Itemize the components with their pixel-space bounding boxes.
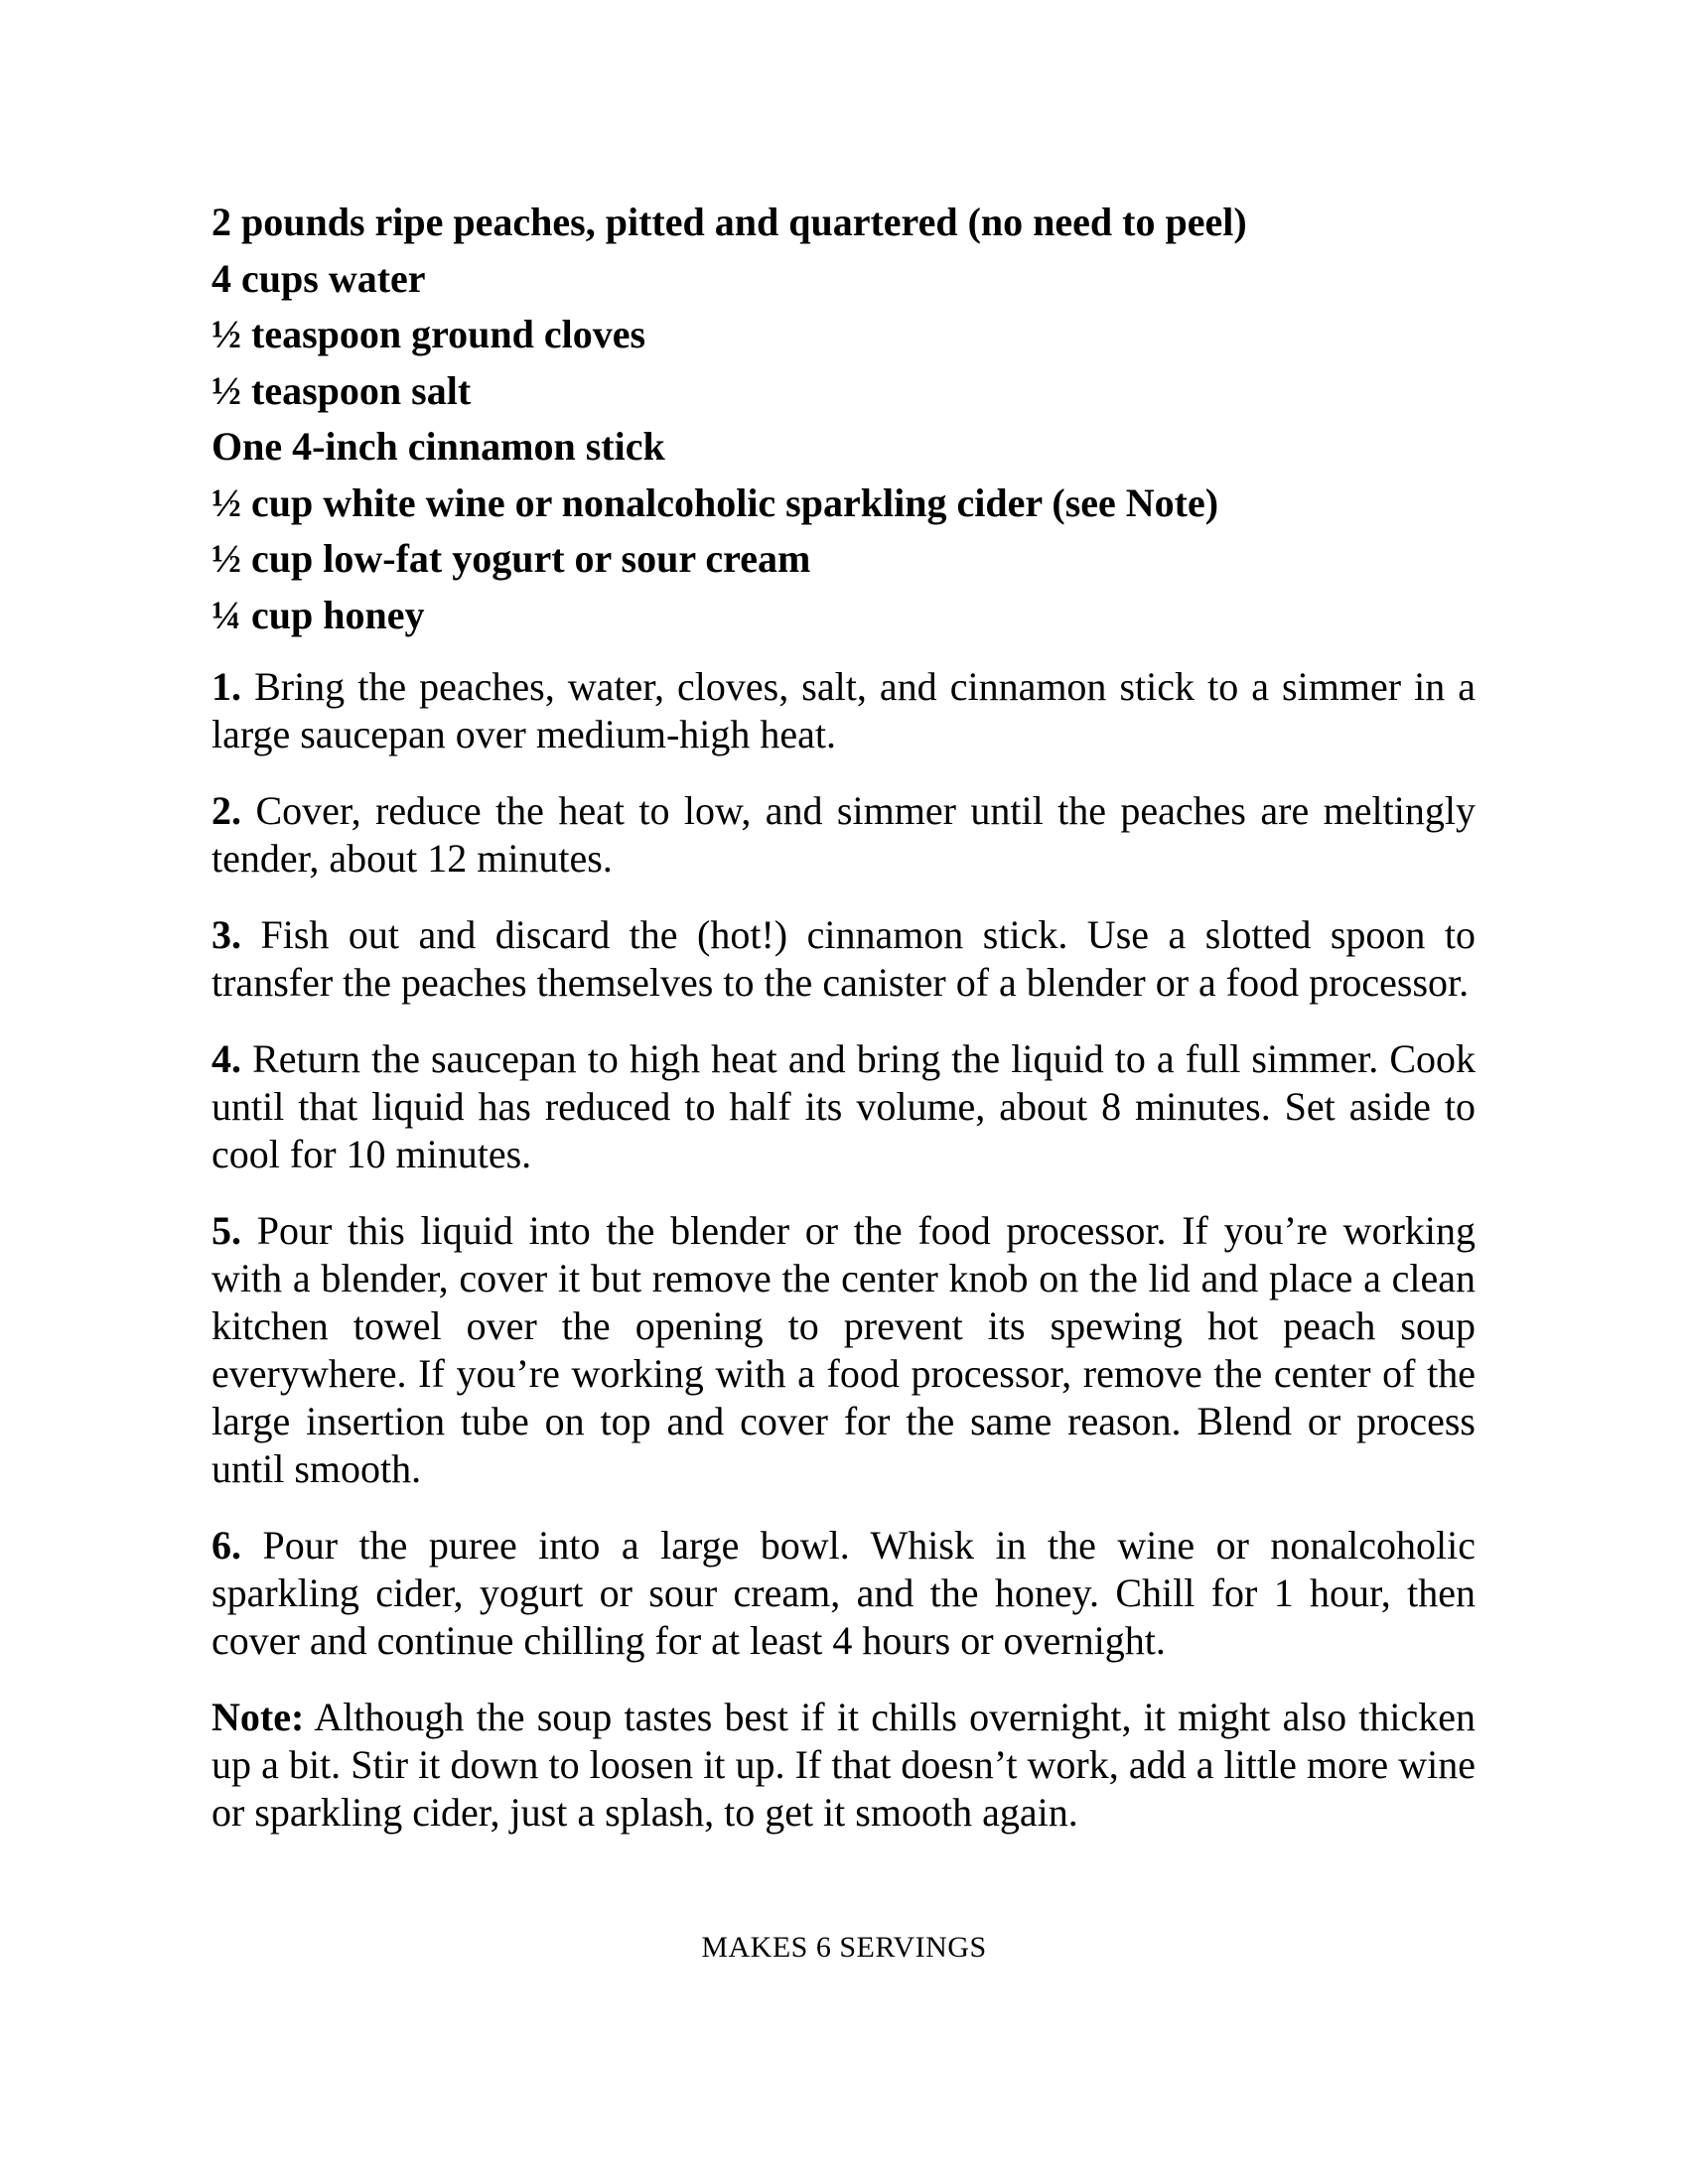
step-text: Return the saucepan to high heat and bring the liquid to a full simmer. Cook until that liquid has reduced to half its volume, about 8 minutes. Set aside to cool for 10 minutes. — [211, 1036, 1476, 1176]
ingredient-item: ½ teaspoon ground cloves — [211, 312, 646, 356]
step-number: 3. — [211, 912, 241, 957]
ingredient-item: One 4-inch cinnamon stick — [211, 424, 665, 469]
step-text: Pour the puree into a large bowl. Whisk in the wine or nonalcoholic sparkling cider, yogurt or sour cream, and the honey. Chill for 1 hour, then cover and continue chilling for at least 4 hours or overnight. — [211, 1523, 1477, 1663]
ingredient-item: ½ teaspoon salt — [211, 367, 472, 413]
step-number: 5. — [211, 1208, 241, 1253]
ingredient-item: ½ cup white wine or nonalcoholic sparkling cider (see Note) — [211, 479, 1219, 525]
ingredient-item: 2 pounds ripe peaches, pitted and quartered (no need to peel) — [211, 200, 1247, 244]
instruction-step — [211, 1522, 1476, 1665]
ingredient-item: ½ cup low-fat yogurt or sour cream — [211, 536, 811, 581]
instruction-steps — [211, 663, 1476, 1837]
recipe-note — [211, 1694, 1476, 1837]
step-number: 6. — [211, 1523, 241, 1568]
instruction-step — [211, 1035, 1476, 1178]
step-number: 1. — [211, 664, 241, 709]
instruction-step — [211, 663, 1476, 758]
recipe-page — [211, 195, 1476, 1865]
ingredient-item: ¼ cup honey — [211, 592, 425, 637]
step-number: 2. — [211, 788, 241, 833]
servings-yield: MAKES 6 SERVINGS — [701, 1931, 987, 1964]
step-text: Fish out and discard the (hot!) cinnamon stick. Use a slotted spoon to transfer the peaches themselves to the canister of a blender or a food processor. — [211, 912, 1477, 1005]
instruction-step — [211, 787, 1476, 883]
step-text: Cover, reduce the heat to low, and simmer until the peaches are meltingly tender, about 12 minutes. — [211, 788, 1476, 881]
step-text: Pour this liquid into the blender or the food processor. If you’re working with a blender, cover it but remove the center knob on the lid and place a clean kitchen towel over the opening to prevent its spewing hot peach soup everywhere. If you’re working with a food processor, remove the center of the large insertion tube on top and cover for the same reason. Blend or process until smooth. — [211, 1208, 1477, 1491]
instruction-step — [211, 911, 1476, 1007]
ingredient-list — [211, 195, 1476, 643]
step-number: 4. — [211, 1036, 241, 1081]
note-text: Although the soup tastes best if it chills overnight, it might also thicken up a bit. Stir it down to loosen it up. If that doesn’t work, add a little more wine or sparkling cider, just a splash, to get it smooth again. — [211, 1695, 1477, 1835]
step-text: Bring the peaches, water, cloves, salt, and cinnamon stick to a simmer in a large saucepan over medium-high heat. — [211, 664, 1477, 756]
note-label: Note: — [211, 1695, 305, 1739]
ingredient-item: 4 cups water — [211, 255, 426, 301]
instruction-step — [211, 1207, 1476, 1493]
